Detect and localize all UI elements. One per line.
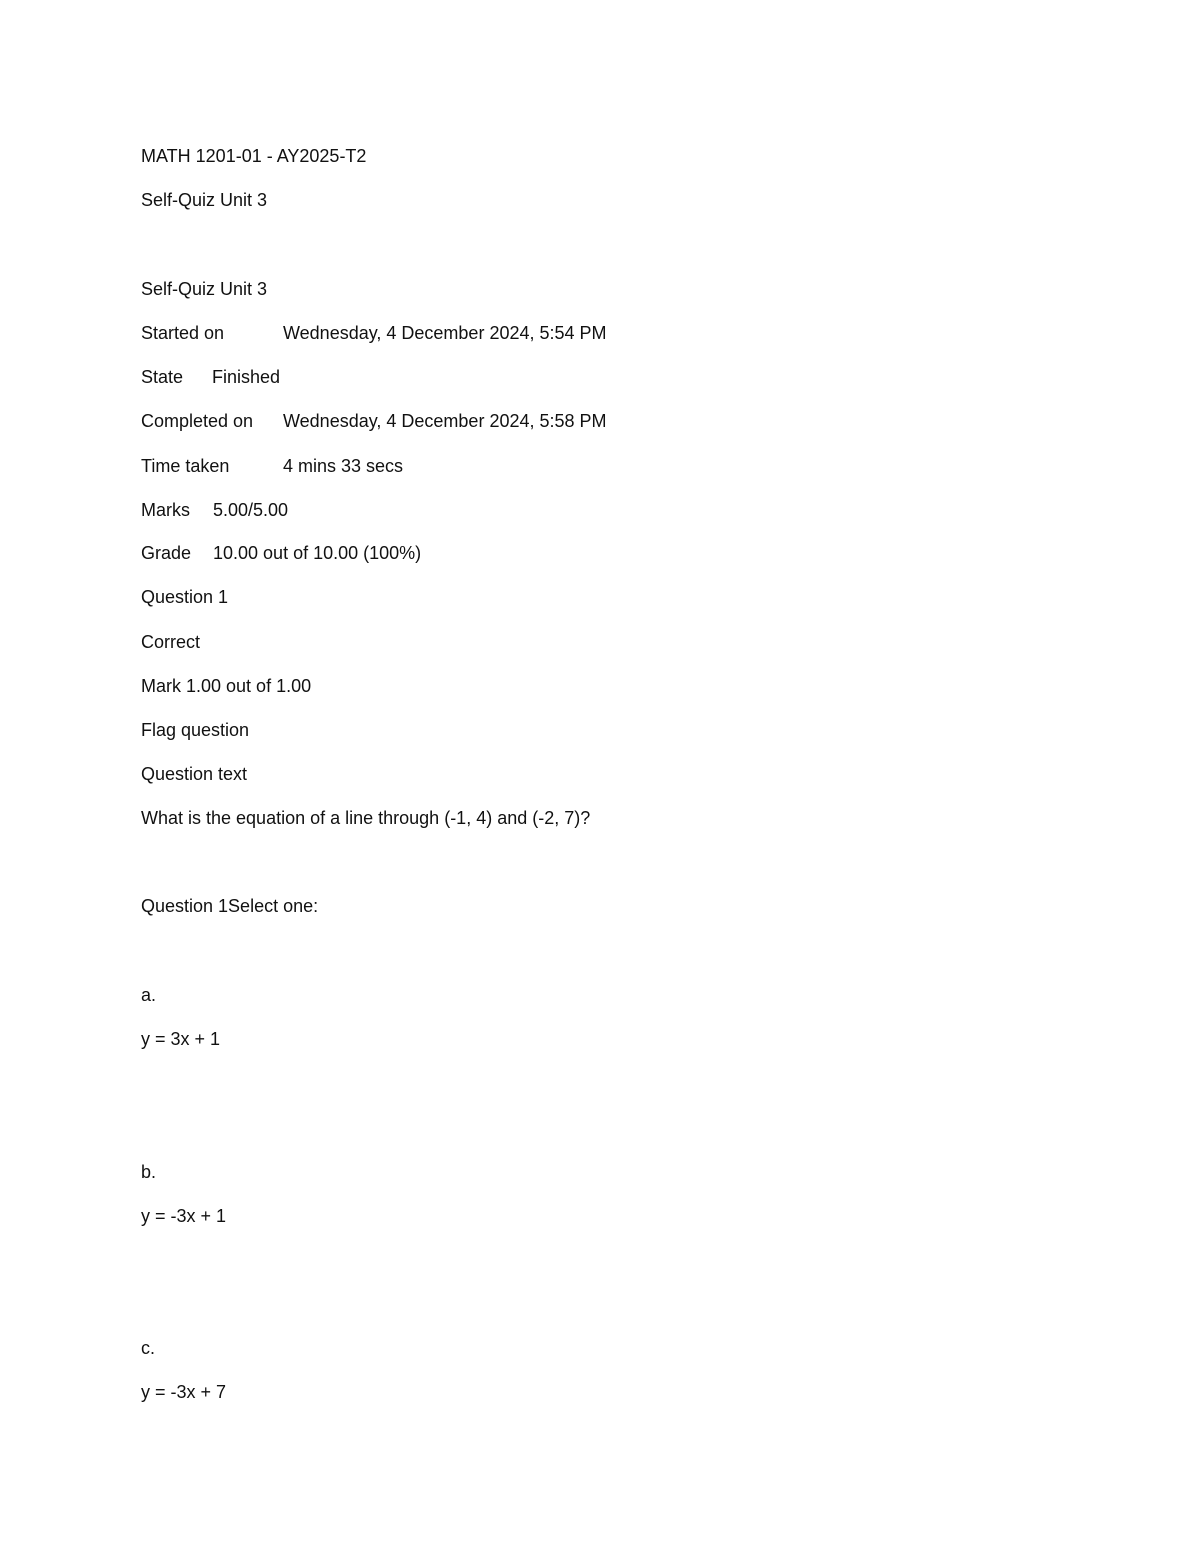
summary-row-started — [141, 321, 224, 345]
state-value: Finished — [212, 367, 281, 387]
question-heading: Question 1 — [141, 587, 229, 607]
option-a-answer[interactable]: y = 3x + 1 — [141, 1029, 221, 1049]
option-c-answer[interactable]: y = -3x + 7 — [141, 1382, 227, 1402]
state-label: State — [141, 367, 184, 387]
time-taken-value: 4 mins 33 secs — [283, 456, 404, 476]
option-b-answer[interactable]: y = -3x + 1 — [141, 1206, 227, 1226]
question-mark: Mark 1.00 out of 1.00 — [141, 676, 312, 696]
completed-value: Wednesday, 4 December 2024, 5:58 PM — [283, 411, 607, 431]
time-taken-label: Time taken — [141, 456, 230, 476]
summary-title: Self-Quiz Unit 3 — [141, 279, 268, 299]
grade-value: 10.00 out of 10.00 (100%) — [213, 543, 422, 563]
marks-value: 5.00/5.00 — [213, 500, 289, 520]
option-b-letter[interactable]: b. — [141, 1162, 157, 1182]
course-title: MATH 1201-01 - AY2025-T2 — [141, 146, 367, 166]
quiz-title: Self-Quiz Unit 3 — [141, 190, 268, 210]
marks-label: Marks — [141, 500, 190, 520]
question-text: What is the equation of a line through (-1, 4) and (-2, 7)? — [141, 808, 591, 828]
flag-question-link[interactable]: Flag question — [141, 720, 250, 740]
grade-label: Grade — [141, 543, 192, 563]
select-prompt: Question 1Select one: — [141, 896, 319, 916]
started-value: Wednesday, 4 December 2024, 5:54 PM — [283, 323, 607, 343]
question-status: Correct — [141, 632, 201, 652]
completed-label: Completed on — [141, 411, 254, 431]
option-c-letter[interactable]: c. — [141, 1338, 156, 1358]
option-a-letter[interactable]: a. — [141, 985, 157, 1005]
started-label: Started on — [141, 323, 225, 343]
question-text-label: Question text — [141, 764, 248, 784]
